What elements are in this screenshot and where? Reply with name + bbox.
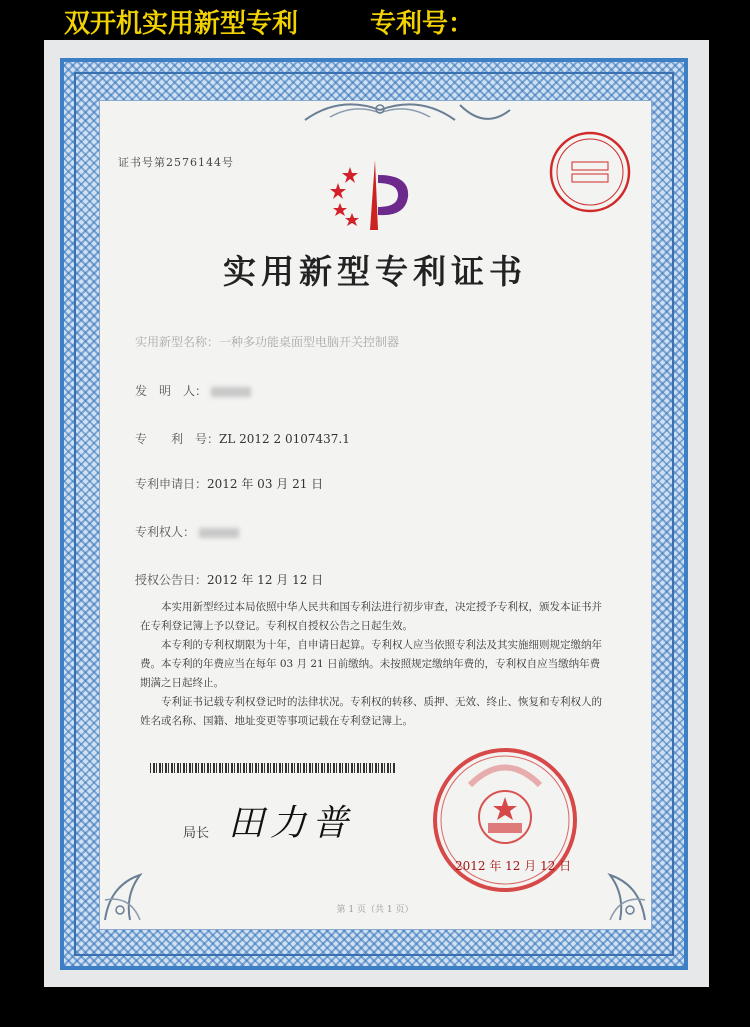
patent-number-field [135,430,350,447]
director-signature: 田力普 [228,803,355,844]
filing-date-field [135,475,323,492]
filing-label: 专利申请日： [135,477,208,491]
grant-date-field [135,571,323,588]
patent-value: ZL 2012 2 0107437.1 [219,432,350,446]
patent-label: 专 利 号： [135,432,220,446]
seal-date: 2012 年 12 月 12 日 [455,859,572,873]
holder-label: 专利权人： [135,525,196,539]
top-right-ornament-icon [455,100,515,135]
body-paragraph: 专利证书记载专利权登记时的法律状况。专利权的转移、质押、无效、终止、恢复和专利权人的姓名或名称、国籍、地址变更等事项记载在专利登记簿上。 [140,696,602,727]
body-paragraph: 本实用新型经过本局依照中华人民共和国专利法进行初步审查，决定授予专利权，颁发本证书并在专利登记簿上予以登记。专利权自授权公告之日起生效。 [140,601,602,632]
barcode [150,763,395,773]
certificate-number: 证书号第2576144号 [118,156,234,169]
inventor-redacted [211,387,251,397]
banner-title: 双开机实用新型专利 [64,9,299,39]
grant-label: 授权公告日： [135,573,208,587]
utility-model-name-field [135,333,399,350]
page-footer: 第 1 页（共 1 页） [336,905,414,915]
inventor-label: 发 明 人： [135,384,208,398]
name-value: 一种多功能桌面型电脑开关控制器 [219,335,400,349]
body-paragraph: 本专利的专利权期限为十年，自申请日起算。专利权人应当依照专利法及其实施细则规定缴纳年费。本专利的年费应当在每年 03 月 21 日前缴纳。未按照规定缴纳年费的，专利权自应当缴纳年费期满之日起终止。 [140,639,602,689]
patent-holder-field [135,523,239,540]
grant-value: 2012 年 12 月 12 日 [207,573,324,587]
agency-stamp-icon [548,130,632,214]
inventor-field [135,382,251,399]
top-ornament-icon [300,95,460,125]
top-banner [0,0,750,40]
banner-patent-number: 专利号： [370,9,475,39]
name-label: 实用新型名称： [135,335,220,349]
certificate-title: 实用新型专利证书 [223,252,527,291]
holder-redacted [199,528,239,538]
director-label: 局长 [183,826,210,841]
filing-value: 2012 年 03 月 21 日 [207,477,324,491]
patent-office-logo-icon [330,155,420,235]
certificate-body-text [140,598,610,731]
